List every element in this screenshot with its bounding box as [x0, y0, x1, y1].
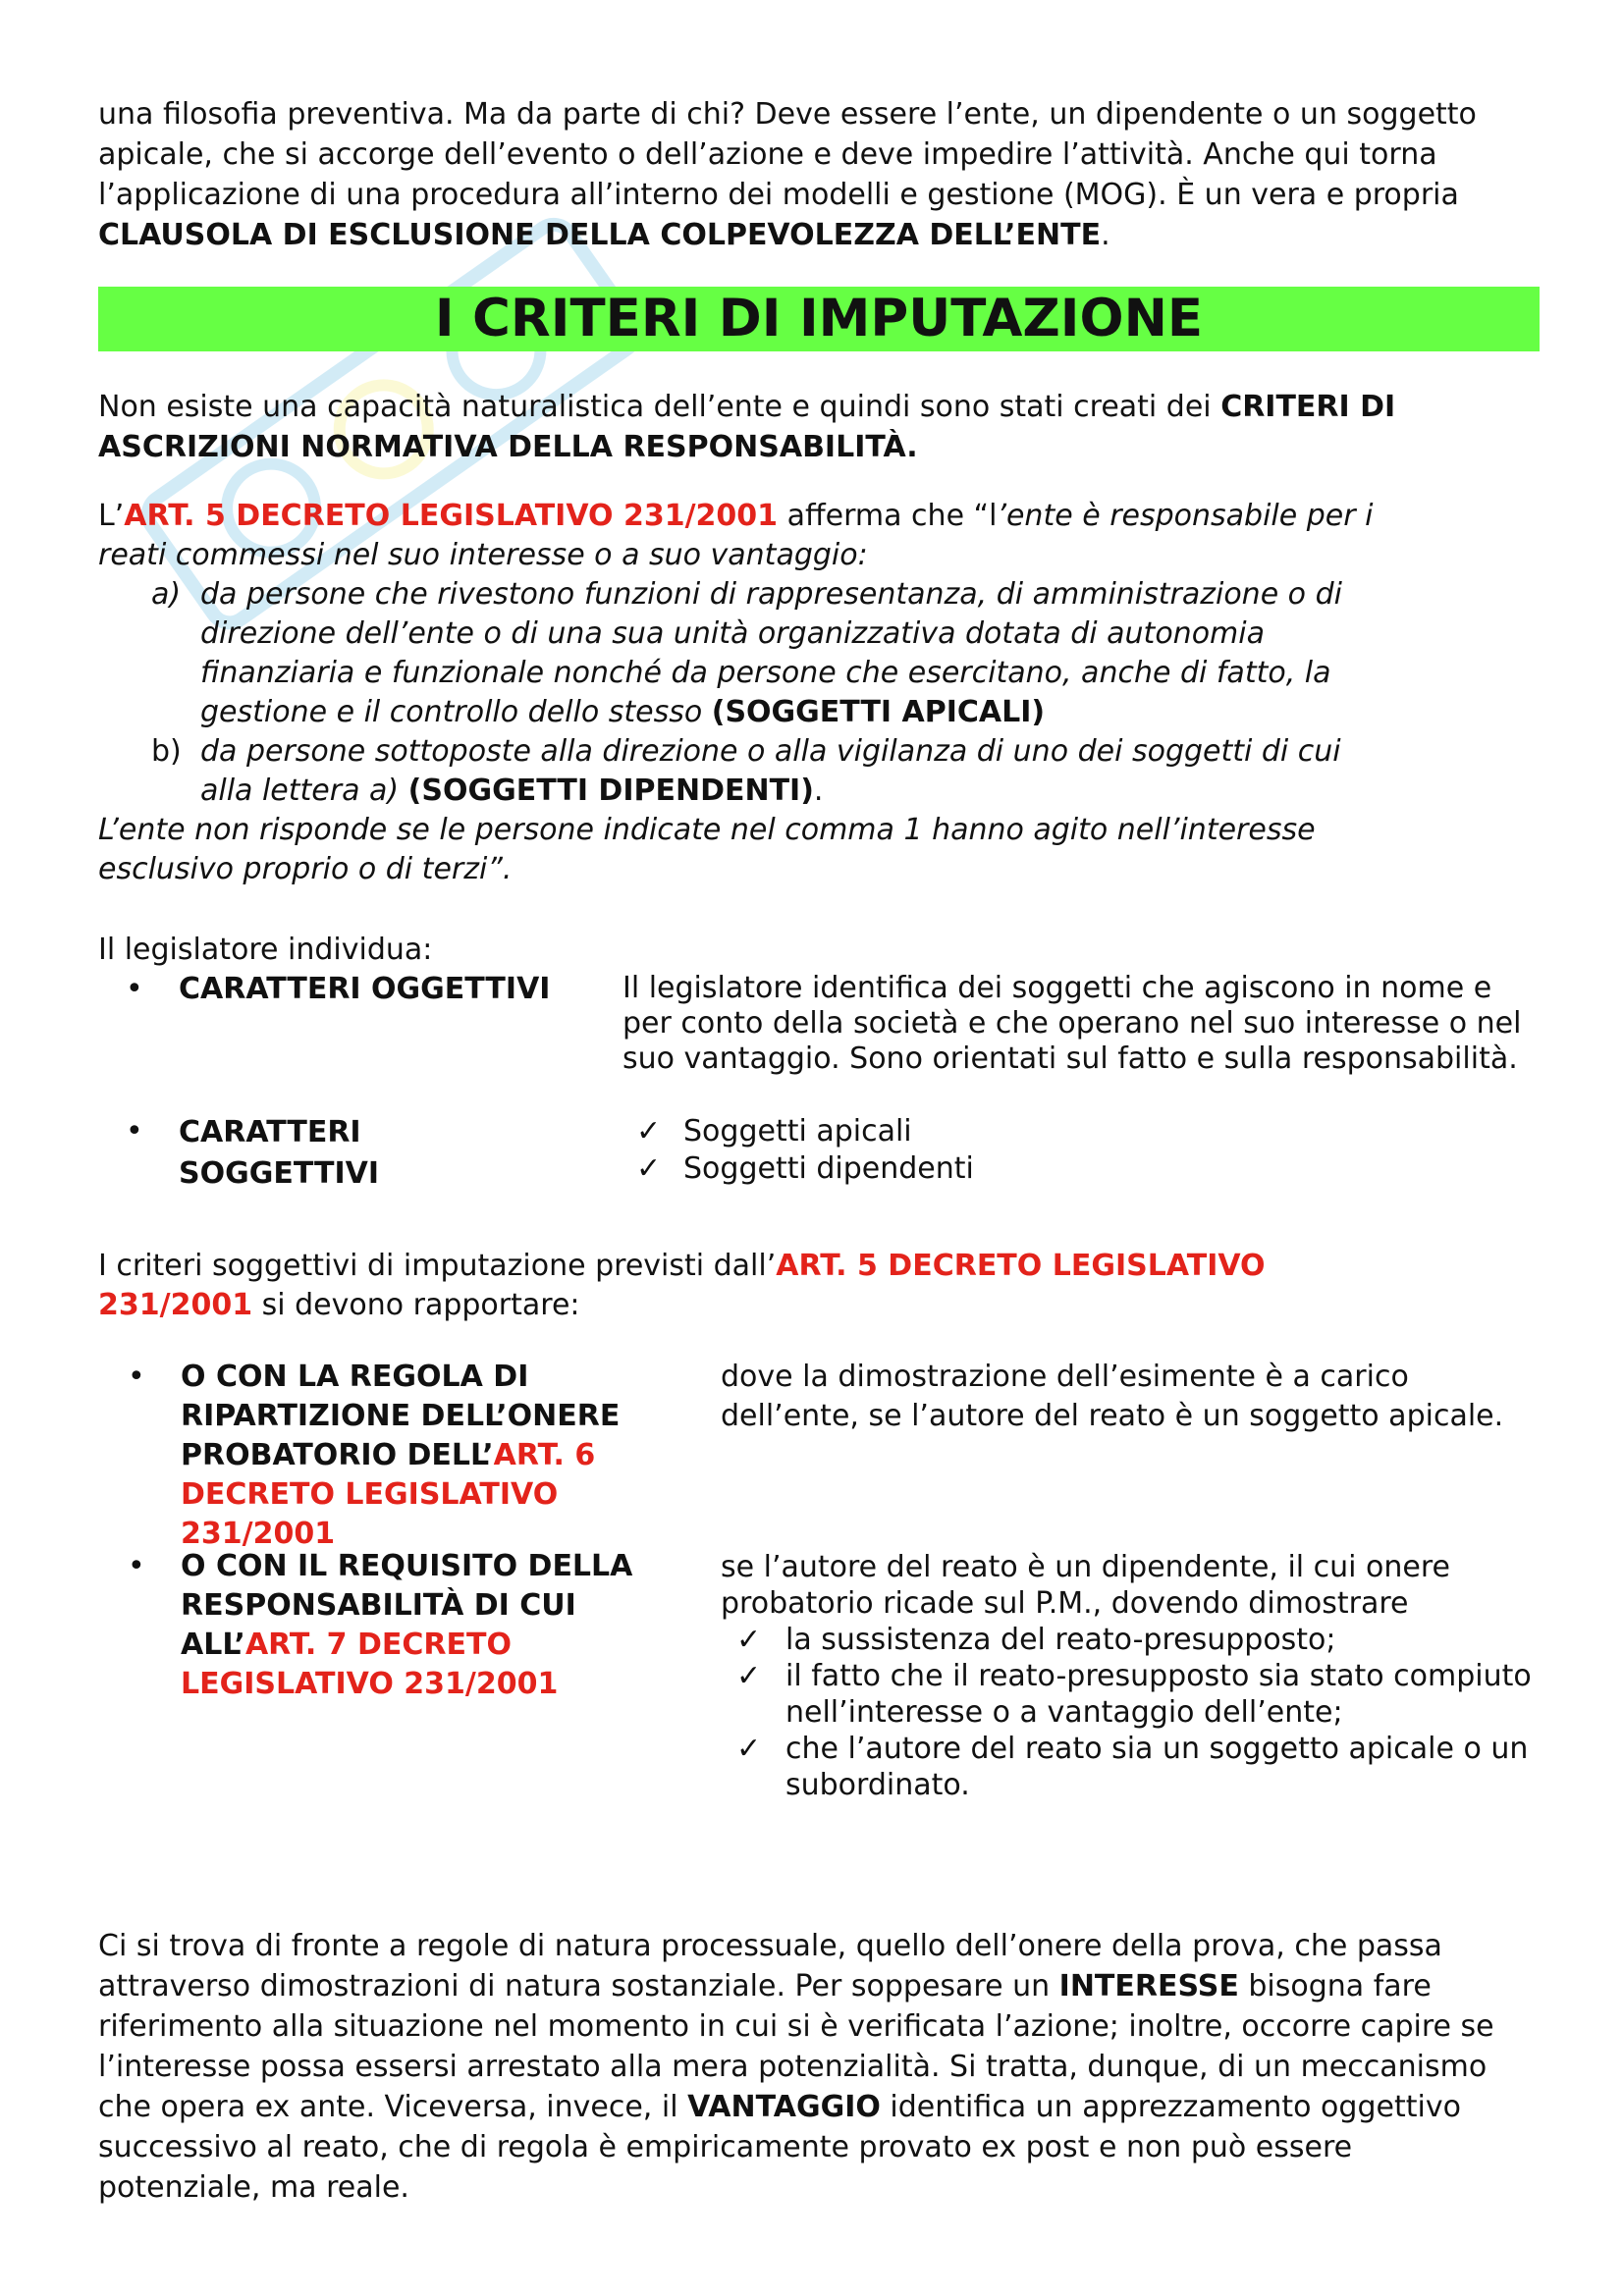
rule-ref: ART. 6 [493, 1438, 596, 1472]
final-text: bisogna fare [1238, 1969, 1432, 2003]
criteri-ref: ART. 5 DECRETO LEGISLATIVO [776, 1249, 1266, 1283]
soggettivi-item: Soggetti apicali [683, 1114, 912, 1148]
closing-line: L’ente non risponde se le persone indicate nel comma 1 hanno agito nell’interesse [98, 813, 1316, 847]
criteri-text: I criteri soggettivi di imputazione previsti dall’ [98, 1249, 777, 1283]
criteri-ref: 231/2001 [98, 1288, 253, 1322]
item-line [200, 772, 1341, 811]
check-line: subordinato. [785, 1768, 970, 1802]
final-bold: VANTAGGIO [687, 2090, 881, 2124]
criteri-line [98, 1286, 1266, 1325]
legislatore-intro: Il legislatore individua: [98, 933, 433, 967]
item-bold: (SOGGETTI DIPENDENTI) [407, 774, 814, 808]
intro-paragraph [98, 94, 1477, 255]
rule-line [181, 1436, 620, 1475]
rule1-desc [721, 1358, 1503, 1436]
criteri-line [98, 1247, 1266, 1286]
desc-line: dove la dimostrazione dell’esimente è a carico [721, 1360, 1409, 1394]
item-text: alla lettera a) [200, 774, 408, 808]
final-text: attraverso dimostrazioni di natura sostanziale. Per soppesare un [98, 1969, 1059, 2003]
art5-closing [98, 811, 1316, 889]
section-heading: I CRITERI DI IMPUTAZIONE [434, 289, 1204, 348]
label-line: CARATTERI [179, 1115, 361, 1149]
art5-mid: afferma che “l [778, 499, 998, 533]
art5-ref: ART. 5 DECRETO LEGISLATIVO 231/2001 [124, 499, 779, 533]
intro-line: una filosofia preventiva. Ma da parte di chi? Deve essere l’ente, un dipendente o un soggetto [98, 97, 1477, 132]
bullet-icon: • [128, 1549, 145, 1583]
check-icon: ✓ [736, 1659, 762, 1693]
desc-line: dell’ente, se l’autore del reato è un soggetto apicale. [721, 1399, 1504, 1433]
rule-ref: 231/2001 [181, 1517, 336, 1551]
art5-item-a-marker: a) [151, 577, 182, 612]
final-bold: INTERESSE [1058, 1969, 1239, 2003]
art5-italic: ’ente è responsabile per i [997, 499, 1374, 533]
intro-line: apicale, che si accorge dell’evento o dell’azione e deve impedire l’attività. Anche qui torna [98, 137, 1437, 172]
oggettivi-desc [622, 971, 1521, 1077]
item-line: da persone che rivestono funzioni di rappresentanza, di amministrazione o di [200, 577, 1342, 612]
criteri-text: si devono rapportare: [252, 1288, 580, 1322]
final-text: che opera ex ante. Viceversa, invece, il [98, 2090, 688, 2124]
art5-italic: reati commessi nel suo interesse o a suo vantaggio: [98, 538, 868, 572]
intro-end: . [1101, 218, 1110, 252]
para-criteri [98, 387, 1395, 467]
intro-line: l’applicazione di una procedura all’interno dei modelli e gestione (MOG). È un vera e propria [98, 178, 1459, 212]
rule2-desc [721, 1549, 1450, 1622]
criteri-intro [98, 1247, 1266, 1325]
item-end: . [813, 774, 824, 808]
art5-item-b-marker: b) [151, 734, 182, 769]
label-line: SOGGETTIVI [179, 1156, 380, 1191]
rule2-check [785, 1622, 1336, 1658]
art5-item-b [200, 732, 1341, 811]
rule-ref: ART. 7 DECRETO [244, 1628, 512, 1662]
final-line: Ci si trova di fronte a regole di natura processuale, quello dell’onere della prova, che passa [98, 1929, 1442, 1963]
para-bold: ASCRIZIONI NORMATIVA DELLA RESPONSABILITÀ. [98, 430, 918, 464]
final-text: identifica un apprezzamento oggettivo [880, 2090, 1461, 2124]
bullet-icon: • [128, 1360, 145, 1394]
desc-line: probatorio ricade sul P.M., dovendo dimostrare [721, 1586, 1409, 1621]
rule-text: ALL’ [181, 1628, 245, 1662]
check-line: che l’autore del reato sia un soggetto apicale o un [785, 1732, 1529, 1766]
desc-line: per conto della società e che operano nel suo interesse o nel [622, 1006, 1522, 1041]
art5-line [98, 497, 1373, 536]
item-line: direzione dell’ente o di una sua unità organizzativa dotata di autonomia [200, 616, 1265, 651]
check-icon: ✓ [636, 1114, 662, 1148]
item-line [200, 693, 1342, 732]
final-line: l’interesse possa essersi arrestato alla mera potenzialità. Si tratta, dunque, di un meccanismo [98, 2050, 1488, 2084]
item-text: gestione e il controllo dello stesso [200, 695, 712, 729]
check-line: il fatto che il reato-presupposto sia stato compiuto [785, 1659, 1532, 1693]
check-icon: ✓ [736, 1732, 762, 1766]
item-bold: (SOGGETTI APICALI) [711, 695, 1046, 729]
rule-ref: LEGISLATIVO 231/2001 [181, 1667, 559, 1701]
soggettivi-label [179, 1112, 379, 1195]
desc-line: suo vantaggio. Sono orientati sul fatto e sulla responsabilità. [622, 1041, 1518, 1076]
final-line: riferimento alla situazione nel momento in cui si è verificata l’azione; inoltre, occorre capire se [98, 2009, 1494, 2044]
art5-item-a [200, 575, 1342, 732]
desc-line: Il legislatore identifica dei soggetti che agiscono in nome e [622, 971, 1492, 1005]
desc-line: se l’autore del reato è un dipendente, il cui onere [721, 1550, 1451, 1584]
bullet-icon: • [126, 972, 143, 1006]
rule2-check [785, 1658, 1532, 1731]
rule-line: O CON LA REGOLA DI [181, 1360, 529, 1394]
intro-line [98, 215, 1477, 255]
rule-line: RIPARTIZIONE DELL’ONERE [181, 1399, 621, 1433]
final-line: potenziale, ma reale. [98, 2170, 409, 2205]
item-line: finanziaria e funzionale nonché da persone che esercitano, anche di fatto, la [200, 656, 1331, 690]
para-bold: CRITERI DI [1220, 390, 1396, 424]
rule-line [181, 1626, 632, 1665]
final-line [98, 2087, 1494, 2127]
art5-prefix: L’ [98, 499, 125, 533]
bullet-icon: • [126, 1114, 143, 1148]
rule1-label [181, 1358, 620, 1554]
final-paragraph [98, 1926, 1494, 2208]
art5-quote [98, 497, 1373, 575]
closing-line: esclusivo proprio o di terzi”. [98, 852, 513, 886]
check-line: nell’interesse o a vantaggio dell’ente; [785, 1695, 1343, 1730]
check-icon: ✓ [736, 1623, 762, 1657]
rule-line: O CON IL REQUISITO DELLA [181, 1549, 633, 1583]
oggettivi-label: CARATTERI OGGETTIVI [179, 972, 551, 1006]
intro-bold: CLAUSOLA DI ESCLUSIONE DELLA COLPEVOLEZZA DELL’ENTE [98, 218, 1102, 252]
rule-text: PROBATORIO DELL’ [181, 1438, 494, 1472]
para-text: Non esiste una capacità naturalistica dell’ente e quindi sono stati creati dei [98, 390, 1221, 424]
rule-ref: DECRETO LEGISLATIVO [181, 1477, 559, 1512]
rule2-label [181, 1547, 632, 1704]
check-line: la sussistenza del reato-presupposto; [785, 1623, 1336, 1657]
final-line: successivo al reato, che di regola è empiricamente provato ex post e non può essere [98, 2130, 1353, 2164]
rule-line: RESPONSABILITÀ DI CUI [181, 1588, 576, 1623]
item-line: da persone sottoposte alla direzione o alla vigilanza di uno dei soggetti di cui [200, 734, 1341, 769]
para-line [98, 387, 1395, 427]
soggettivi-item: Soggetti dipendenti [683, 1151, 974, 1186]
final-line [98, 1966, 1494, 2006]
rule2-check [785, 1731, 1528, 1803]
check-icon: ✓ [636, 1151, 662, 1186]
